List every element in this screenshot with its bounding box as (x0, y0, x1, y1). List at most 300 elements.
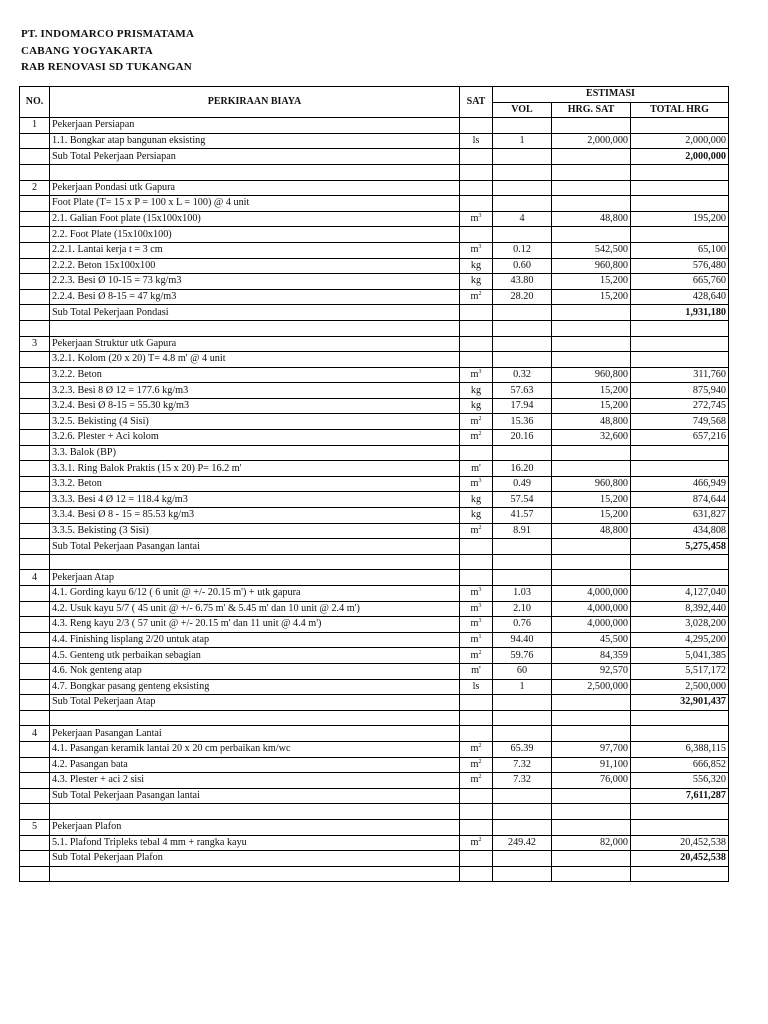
cell-unit (460, 289, 493, 305)
table-row (20, 554, 729, 570)
cell-volume: 1 (493, 133, 552, 149)
cell-no (20, 710, 50, 726)
unit-text: m (470, 634, 479, 646)
cell-volume: 8.91 (493, 523, 552, 539)
cell-no (20, 851, 50, 867)
unit-text: ls (472, 135, 480, 147)
cell-no (20, 258, 50, 274)
cell-unit-price: 542,500 (552, 242, 631, 258)
cell-no (20, 773, 50, 789)
cell-total: 4,295,200 (631, 632, 729, 648)
cell-unit-price (552, 445, 631, 461)
unit-exponent: 2 (478, 524, 482, 531)
unit-exponent: 1 (478, 634, 482, 641)
cell-volume (493, 305, 552, 321)
cell-total: 5,275,458 (631, 539, 729, 555)
cell-unit (460, 710, 493, 726)
cell-volume: 60 (493, 663, 552, 679)
cell-no (20, 866, 50, 882)
table-row (20, 601, 729, 617)
cell-volume (493, 695, 552, 711)
cell-unit (460, 211, 493, 227)
cell-unit (460, 570, 493, 586)
cell-total: 665,760 (631, 274, 729, 290)
cell-total: 20,452,538 (631, 851, 729, 867)
cell-description: 4.5. Genteng utk perbaikan sebagian (50, 648, 460, 664)
cell-description: 2.2. Foot Plate (15x100x100) (50, 227, 460, 243)
unit-text: m (470, 618, 479, 630)
cell-unit-price (552, 352, 631, 368)
cell-unit-price: 45,500 (552, 632, 631, 648)
table-row (20, 523, 729, 539)
cell-description (50, 320, 460, 336)
cell-unit (460, 617, 493, 633)
cell-total: 2,000,000 (631, 149, 729, 165)
cell-unit-price: 97,700 (552, 741, 631, 757)
cell-volume: 2.10 (493, 601, 552, 617)
cell-total (631, 352, 729, 368)
subtotal-row (20, 788, 729, 804)
unit-text: m (470, 774, 479, 786)
cell-unit (460, 851, 493, 867)
unit-exponent: 2 (478, 431, 482, 438)
cell-unit (460, 227, 493, 243)
cell-description: Pekerjaan Struktur utk Gapura (50, 336, 460, 352)
unit-text: m (470, 415, 479, 427)
table-row (20, 476, 729, 492)
cell-volume (493, 710, 552, 726)
table-row (20, 663, 729, 679)
cell-unit-price (552, 726, 631, 742)
cell-unit-price (552, 118, 631, 134)
unit-exponent: 3 (478, 618, 482, 625)
cell-unit (460, 164, 493, 180)
cell-unit (460, 539, 493, 555)
table-row (20, 258, 729, 274)
table-row (20, 336, 729, 352)
cell-description: Sub Total Pekerjaan Pondasi (50, 305, 460, 321)
cell-volume: 28.20 (493, 289, 552, 305)
cell-unit (460, 819, 493, 835)
unit-text: m (470, 291, 479, 303)
cell-total: 7,611,287 (631, 788, 729, 804)
cell-description: 4.4. Finishing lisplang 2/20 untuk atap (50, 632, 460, 648)
cell-volume (493, 570, 552, 586)
cell-no (20, 554, 50, 570)
cell-description: 3.2.5. Bekisting (4 Sisi) (50, 414, 460, 430)
cell-unit (460, 804, 493, 820)
cell-unit (460, 757, 493, 773)
cell-volume (493, 445, 552, 461)
cell-no (20, 804, 50, 820)
cell-volume: 1 (493, 679, 552, 695)
table-row (20, 679, 729, 695)
table-row (20, 289, 729, 305)
cell-volume (493, 819, 552, 835)
cell-unit-price: 4,000,000 (552, 586, 631, 602)
cell-total: 576,480 (631, 258, 729, 274)
cell-unit (460, 695, 493, 711)
cell-total: 5,517,172 (631, 663, 729, 679)
cell-no (20, 164, 50, 180)
cell-unit-price (552, 695, 631, 711)
cell-unit (460, 773, 493, 789)
col-header-sat: SAT (460, 87, 493, 118)
table-row (20, 445, 729, 461)
cell-unit (460, 601, 493, 617)
cell-volume (493, 788, 552, 804)
table-row (20, 227, 729, 243)
cell-description: 4.7. Bongkar pasang genteng eksisting (50, 679, 460, 695)
cell-total: 311,760 (631, 367, 729, 383)
cell-description: 3.2.2. Beton (50, 367, 460, 383)
cell-no (20, 835, 50, 851)
cell-unit (460, 866, 493, 882)
cell-description: 4.3. Reng kayu 2/3 ( 57 unit @ +/- 20.15 m' dan 11 unit @ 4.4 m') (50, 617, 460, 633)
cell-no (20, 211, 50, 227)
cell-unit-price: 84,359 (552, 648, 631, 664)
table-row (20, 367, 729, 383)
cell-unit-price: 15,200 (552, 398, 631, 414)
cell-volume (493, 164, 552, 180)
cell-no: 5 (20, 819, 50, 835)
cell-total: 749,568 (631, 414, 729, 430)
cell-unit (460, 367, 493, 383)
table-row (20, 133, 729, 149)
cell-total (631, 196, 729, 212)
cell-unit-price: 960,800 (552, 258, 631, 274)
cell-unit-price (552, 196, 631, 212)
table-row (20, 866, 729, 882)
cell-total (631, 461, 729, 477)
cell-unit-price: 2,500,000 (552, 679, 631, 695)
cell-unit (460, 726, 493, 742)
cell-unit (460, 508, 493, 524)
table-row (20, 164, 729, 180)
cell-description (50, 866, 460, 882)
unit-text: m (470, 758, 479, 770)
table-row (20, 570, 729, 586)
table-row (20, 819, 729, 835)
cell-no: 4 (20, 726, 50, 742)
cell-unit-price: 48,800 (552, 523, 631, 539)
cell-description: 2.2.1. Lantai kerja t = 3 cm (50, 242, 460, 258)
cell-unit-price: 92,570 (552, 663, 631, 679)
cell-unit (460, 788, 493, 804)
subtotal-row (20, 539, 729, 555)
unit-text: m (470, 213, 479, 225)
cell-no: 4 (20, 570, 50, 586)
cell-volume: 43.80 (493, 274, 552, 290)
cell-description: Foot Plate (T= 15 x P = 100 x L = 100) @ 4 unit (50, 196, 460, 212)
cell-unit-price (552, 819, 631, 835)
cell-no (20, 601, 50, 617)
cell-no (20, 492, 50, 508)
cell-unit (460, 118, 493, 134)
cell-unit (460, 336, 493, 352)
cell-no (20, 508, 50, 524)
unit-text: ls (472, 680, 480, 692)
unit-text: m (470, 743, 479, 755)
unit-exponent: 3 (478, 244, 482, 251)
subtotal-row (20, 305, 729, 321)
table-row (20, 773, 729, 789)
cell-unit-price: 48,800 (552, 211, 631, 227)
cell-total (631, 819, 729, 835)
cell-no (20, 367, 50, 383)
subtotal-row (20, 149, 729, 165)
cell-unit (460, 398, 493, 414)
col-header-no: NO. (20, 87, 50, 118)
cell-unit-price (552, 788, 631, 804)
cell-volume: 0.12 (493, 242, 552, 258)
cell-description: 3.3.2. Beton (50, 476, 460, 492)
cell-description (50, 554, 460, 570)
cell-total: 666,852 (631, 757, 729, 773)
cell-total (631, 554, 729, 570)
unit-text: kg (470, 509, 482, 521)
cell-total: 556,320 (631, 773, 729, 789)
cell-description: Sub Total Pekerjaan Plafon (50, 851, 460, 867)
cell-no (20, 430, 50, 446)
cell-total: 874,644 (631, 492, 729, 508)
cell-description (50, 804, 460, 820)
document-title: RAB RENOVASI SD TUKANGAN (21, 61, 192, 73)
unit-exponent: 2 (478, 836, 482, 843)
cell-unit-price (552, 851, 631, 867)
cell-unit-price: 15,200 (552, 289, 631, 305)
table-row (20, 320, 729, 336)
cell-unit-price: 2,000,000 (552, 133, 631, 149)
cell-unit-price (552, 554, 631, 570)
cell-total (631, 804, 729, 820)
unit-text: m (470, 836, 479, 848)
cell-total: 466,949 (631, 476, 729, 492)
unit-exponent: 3 (478, 368, 482, 375)
cell-unit-price: 960,800 (552, 367, 631, 383)
cell-no (20, 741, 50, 757)
cell-volume (493, 804, 552, 820)
cell-no (20, 149, 50, 165)
cell-volume: 0.76 (493, 617, 552, 633)
unit-text: kg (470, 259, 482, 271)
cell-unit (460, 320, 493, 336)
subtotal-row (20, 851, 729, 867)
cell-description: 3.2.6. Plester + Aci kolom (50, 430, 460, 446)
cell-unit (460, 196, 493, 212)
cell-description: 2.2.2. Beton 15x100x100 (50, 258, 460, 274)
cell-volume (493, 726, 552, 742)
cell-volume (493, 196, 552, 212)
cell-description: Sub Total Pekerjaan Atap (50, 695, 460, 711)
unit-text: m (470, 368, 479, 380)
cell-volume: 1.03 (493, 586, 552, 602)
cell-unit-price (552, 320, 631, 336)
cell-total: 3,028,200 (631, 617, 729, 633)
document-header (21, 26, 194, 76)
cell-description: 2.2.4. Besi Ø 8-15 = 47 kg/m3 (50, 289, 460, 305)
cell-description: 5.1. Plafond Tripleks tebal 4 mm + rangka kayu (50, 835, 460, 851)
table-row (20, 274, 729, 290)
cell-unit (460, 180, 493, 196)
cell-unit-price (552, 461, 631, 477)
table-row (20, 414, 729, 430)
cell-volume: 7.32 (493, 773, 552, 789)
cell-description: 3.3.3. Besi 4 Ø 12 = 118.4 kg/m3 (50, 492, 460, 508)
unit-exponent: 2 (478, 415, 482, 422)
cell-volume: 249.42 (493, 835, 552, 851)
cell-no (20, 383, 50, 399)
cell-description: 4.2. Pasangan bata (50, 757, 460, 773)
cell-description: 3.3. Balok (BP) (50, 445, 460, 461)
unit-text: m (470, 431, 479, 443)
cell-unit (460, 492, 493, 508)
cell-total: 2,500,000 (631, 679, 729, 695)
unit-text: m (470, 649, 479, 661)
table-body (20, 118, 729, 882)
cell-volume: 57.54 (493, 492, 552, 508)
cell-total (631, 118, 729, 134)
cell-description: Sub Total Pekerjaan Pasangan lantai (50, 539, 460, 555)
cell-no (20, 788, 50, 804)
cell-volume: 41.57 (493, 508, 552, 524)
cell-total (631, 180, 729, 196)
cell-description: Pekerjaan Persiapan (50, 118, 460, 134)
cell-no (20, 586, 50, 602)
cell-volume: 65.39 (493, 741, 552, 757)
col-header-total-hrg: TOTAL HRG (631, 102, 729, 118)
cell-no (20, 695, 50, 711)
cell-no (20, 617, 50, 633)
cell-volume: 0.60 (493, 258, 552, 274)
cell-no: 2 (20, 180, 50, 196)
cell-total: 32,901,437 (631, 695, 729, 711)
cell-unit (460, 133, 493, 149)
cell-description: 3.3.5. Bekisting (3 Sisi) (50, 523, 460, 539)
cell-volume (493, 180, 552, 196)
cell-unit-price (552, 336, 631, 352)
cell-total: 5,041,385 (631, 648, 729, 664)
table-row (20, 804, 729, 820)
cell-volume: 15.36 (493, 414, 552, 430)
cell-no (20, 352, 50, 368)
cell-total (631, 227, 729, 243)
subtotal-row (20, 695, 729, 711)
cell-no (20, 663, 50, 679)
table-row (20, 757, 729, 773)
cell-unit (460, 149, 493, 165)
cell-volume: 7.32 (493, 757, 552, 773)
table-row (20, 617, 729, 633)
cell-unit-price (552, 305, 631, 321)
cell-description: Sub Total Pekerjaan Pasangan lantai (50, 788, 460, 804)
table-row (20, 492, 729, 508)
cell-volume: 57.63 (493, 383, 552, 399)
cell-volume: 0.32 (493, 367, 552, 383)
cell-total: 434,808 (631, 523, 729, 539)
cell-volume: 94.40 (493, 632, 552, 648)
cell-unit-price (552, 180, 631, 196)
cell-unit (460, 445, 493, 461)
cell-volume: 17.94 (493, 398, 552, 414)
unit-text: m (470, 602, 479, 614)
cell-total (631, 320, 729, 336)
cell-unit-price (552, 570, 631, 586)
cell-no (20, 398, 50, 414)
cell-total (631, 164, 729, 180)
unit-text: kg (470, 384, 482, 396)
unit-text: m (470, 587, 479, 599)
cell-total (631, 710, 729, 726)
cell-unit (460, 648, 493, 664)
cell-volume: 20.16 (493, 430, 552, 446)
cell-total: 8,392,440 (631, 601, 729, 617)
cell-no: 1 (20, 118, 50, 134)
cell-no (20, 133, 50, 149)
cell-unit-price: 91,100 (552, 757, 631, 773)
cell-total (631, 866, 729, 882)
cell-unit-price (552, 164, 631, 180)
unit-text: m (470, 524, 479, 536)
table-row (20, 632, 729, 648)
table-row (20, 430, 729, 446)
cell-unit (460, 383, 493, 399)
unit-text: m' (471, 665, 481, 677)
cell-description: 4.3. Plester + aci 2 sisi (50, 773, 460, 789)
cell-description: 4.1. Gording kayu 6/12 ( 6 unit @ +/- 20.15 m') + utk gapura (50, 586, 460, 602)
cell-total: 657,216 (631, 430, 729, 446)
cell-unit (460, 352, 493, 368)
cell-unit-price: 48,800 (552, 414, 631, 430)
cell-description: 3.2.4. Besi Ø 8-15 = 55.30 kg/m3 (50, 398, 460, 414)
cell-total: 875,940 (631, 383, 729, 399)
cell-volume (493, 227, 552, 243)
cell-unit (460, 274, 493, 290)
cell-unit-price: 32,600 (552, 430, 631, 446)
cell-total (631, 336, 729, 352)
unit-exponent: 3 (478, 602, 482, 609)
col-header-estimasi: ESTIMASI (493, 87, 729, 103)
table-row (20, 211, 729, 227)
cell-volume (493, 851, 552, 867)
cell-volume (493, 554, 552, 570)
unit-text: m (470, 478, 479, 490)
unit-exponent: 2 (478, 743, 482, 750)
table-row (20, 196, 729, 212)
cell-volume (493, 118, 552, 134)
cell-description: Pekerjaan Atap (50, 570, 460, 586)
table-row (20, 741, 729, 757)
table-row (20, 710, 729, 726)
cell-unit-price: 15,200 (552, 383, 631, 399)
table-row (20, 461, 729, 477)
cell-unit-price: 76,000 (552, 773, 631, 789)
unit-exponent: 3 (478, 478, 482, 485)
unit-exponent: 2 (478, 774, 482, 781)
branch-name: CABANG YOGYAKARTA (21, 44, 153, 57)
cell-description: 4.1. Pasangan keramik lantai 20 x 20 cm perbaikan km/wc (50, 741, 460, 757)
cell-no (20, 242, 50, 258)
cell-volume: 4 (493, 211, 552, 227)
cell-volume: 16.20 (493, 461, 552, 477)
cell-unit-price: 4,000,000 (552, 617, 631, 633)
cell-volume: 59.76 (493, 648, 552, 664)
unit-exponent: 2 (478, 291, 482, 298)
cell-description (50, 710, 460, 726)
cell-description (50, 164, 460, 180)
cell-unit (460, 414, 493, 430)
col-header-hrg-sat: HRG. SAT (552, 102, 631, 118)
